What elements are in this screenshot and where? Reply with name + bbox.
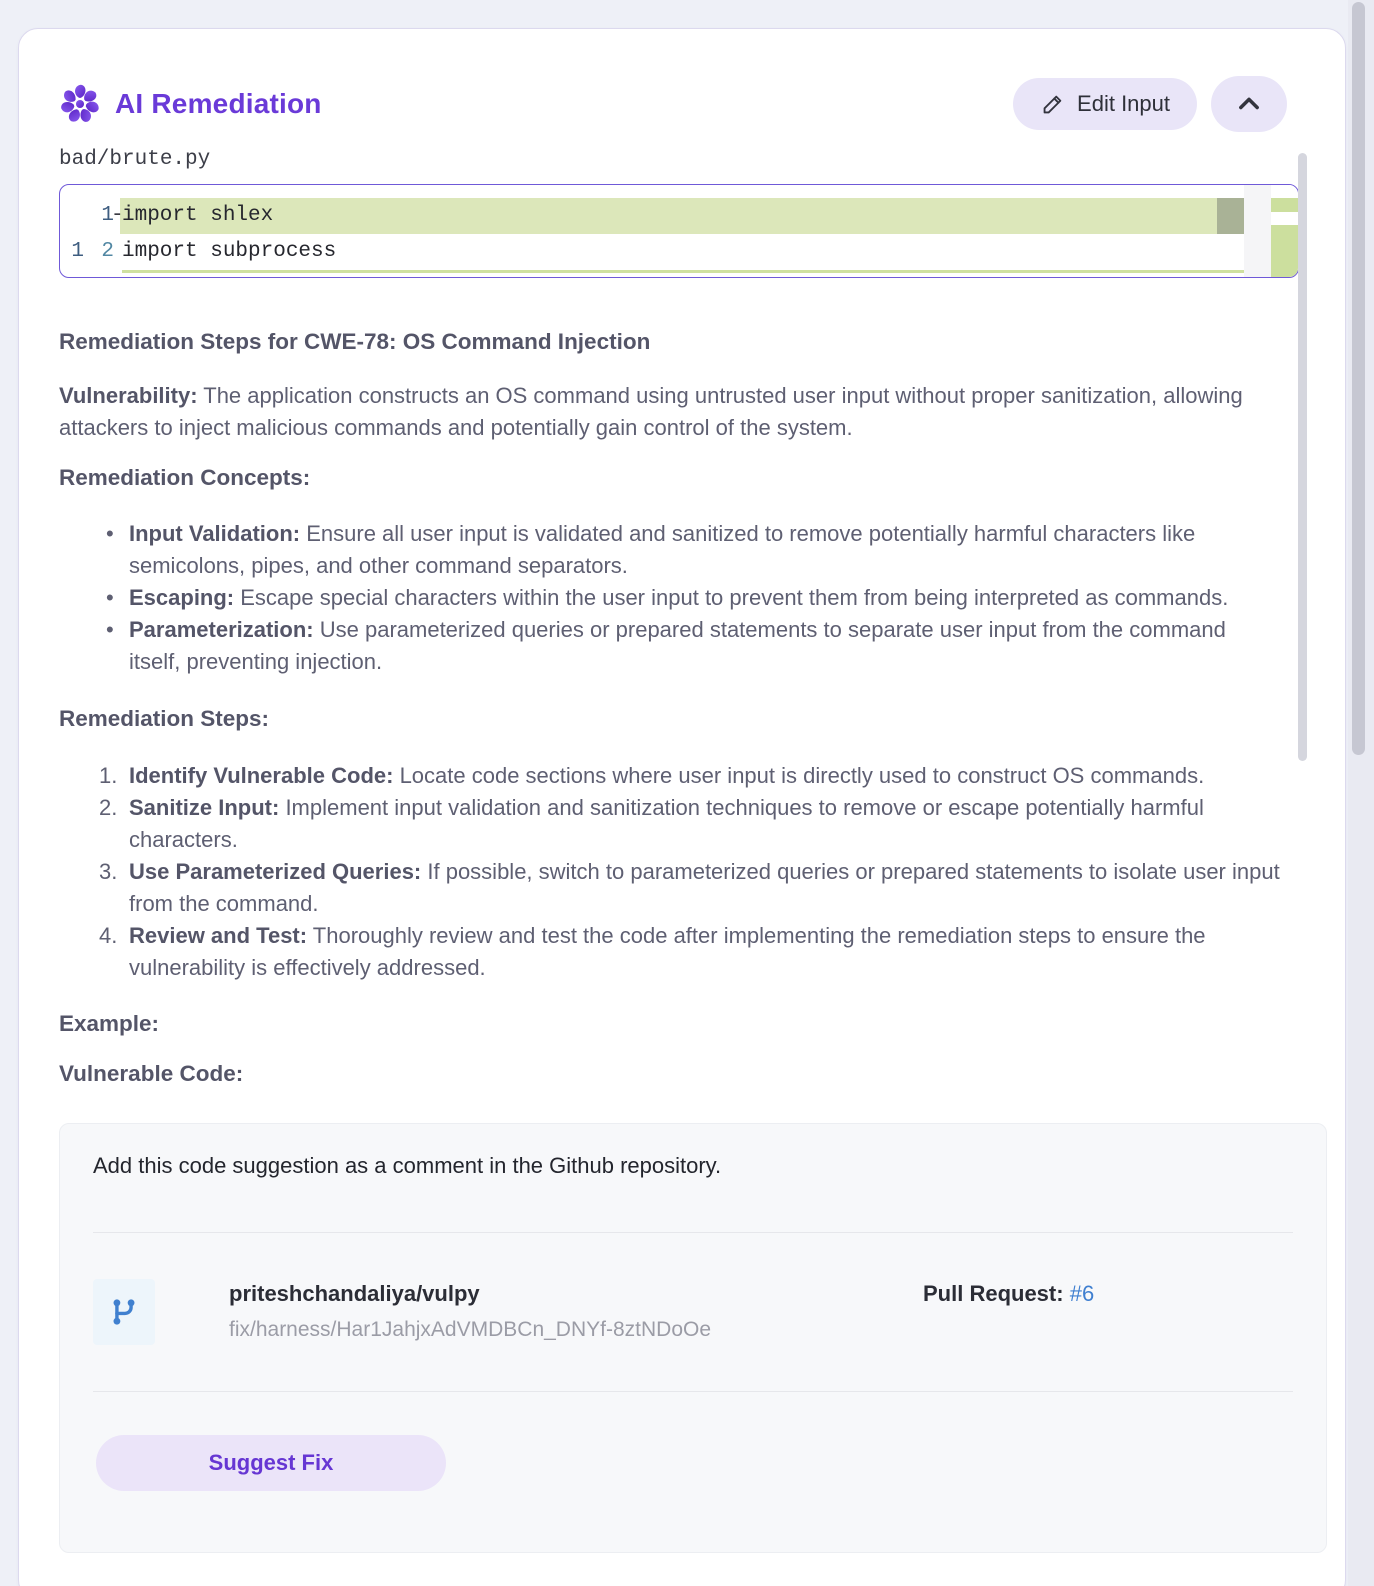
edit-input-label: Edit Input (1077, 91, 1170, 116)
edit-input-button[interactable] (1013, 78, 1197, 130)
diff-old-line-number: 1 (71, 240, 84, 263)
divider (93, 1391, 1293, 1392)
list-item: • Input Validation: Ensure all user input is validated and sanitized to remove potentially harmful characters like semicolons, pipes, and other command separators. (59, 518, 1283, 582)
minimap-gutter (1244, 185, 1271, 277)
diff-line-added (60, 198, 1244, 234)
pull-request-label: Pull Request: (923, 1281, 1064, 1306)
repo-icon-tile (93, 1279, 155, 1345)
repository-row (93, 1279, 1293, 1349)
chevron-up-icon (1235, 90, 1263, 118)
concepts-heading: Remediation Concepts: (59, 465, 311, 490)
collapse-button[interactable] (1211, 76, 1287, 132)
minimap-added-segment (1271, 198, 1298, 212)
list-item: • Escaping: Escape special characters within the user input to prevent them from being interpreted as commands. (59, 582, 1283, 614)
diff-viewer (59, 184, 1299, 278)
minimap-viewport-indicator (1217, 198, 1244, 234)
browser-scrollbar-track (1348, 0, 1374, 1586)
diff-filename: bad/brute.py (59, 148, 211, 171)
list-item: Identify Vulnerable Code: Locate code sections where user input is directly used to construct OS commands. (129, 763, 1205, 788)
browser-scrollbar-thumb[interactable] (1352, 2, 1365, 755)
steps-list (59, 760, 1283, 984)
list-item: Use Parameterized Queries: If possible, switch to parameterized queries or prepared statements to isolate user input from the command. (129, 859, 1280, 916)
list-item: Review and Test: Thoroughly review and test the code after implementing the remediation steps to ensure the vulnerability is effectively addressed. (129, 923, 1206, 980)
branch-name: fix/harness/Har1JahjxAdVMDBCn_DNYf-8ztNDoOe (229, 1318, 712, 1341)
diff-line-context (60, 234, 1244, 270)
example-heading: Example: (59, 1011, 160, 1036)
pull-request-info (923, 1279, 1094, 1309)
concepts-list (59, 518, 1283, 678)
pull-request-link[interactable]: #6 (1069, 1281, 1095, 1306)
ai-remediation-icon (59, 83, 101, 125)
panel-header (59, 29, 1299, 132)
diff-clipped-added-line (122, 270, 1244, 273)
suggestion-instruction: Add this code suggestion as a comment in the Github repository. (93, 1153, 722, 1178)
diff-code-context: import subprocess (122, 240, 337, 263)
git-branch-icon (107, 1295, 141, 1329)
panel-scrollbar-thumb[interactable] (1298, 153, 1307, 761)
divider (93, 1232, 1293, 1233)
repo-name: priteshchandaliya/vulpy (229, 1281, 480, 1306)
ai-remediation-panel (18, 28, 1346, 1586)
pencil-icon (1040, 91, 1066, 117)
minimap-column (1271, 185, 1298, 277)
suggest-fix-button[interactable]: Suggest Fix (96, 1435, 446, 1491)
github-suggestion-card (59, 1123, 1327, 1553)
diff-new-line-number: 1 (101, 204, 114, 227)
diff-new-line-number: 2 (101, 240, 114, 263)
remediation-title: Remediation Steps for CWE-78: OS Command Injection (59, 329, 651, 354)
steps-heading: Remediation Steps: (59, 706, 270, 731)
vulnerable-code-heading: Vulnerable Code: (59, 1061, 244, 1086)
list-item: • Parameterization: Use parameterized queries or prepared statements to separate user input from the command itself, preventing injection. (59, 614, 1283, 678)
diff-change-marker: - (111, 204, 124, 227)
page-title: AI Remediation (115, 88, 322, 119)
diff-old-line-number (60, 198, 92, 234)
diff-minimap[interactable] (1244, 185, 1298, 277)
vulnerability-label: Vulnerability: (59, 383, 198, 408)
list-item: Sanitize Input: Implement input validation and sanitization techniques to remove or escape potentially harmful characters. (129, 795, 1204, 852)
minimap-added-segment (1271, 225, 1298, 277)
diff-code-added: - import shlex (120, 198, 1217, 234)
vulnerability-paragraph: Vulnerability: The application constructs an OS command using untrusted user input without proper sanitization, allowing attackers to inject malicious commands and potentially gain control of the system. (59, 383, 1243, 440)
